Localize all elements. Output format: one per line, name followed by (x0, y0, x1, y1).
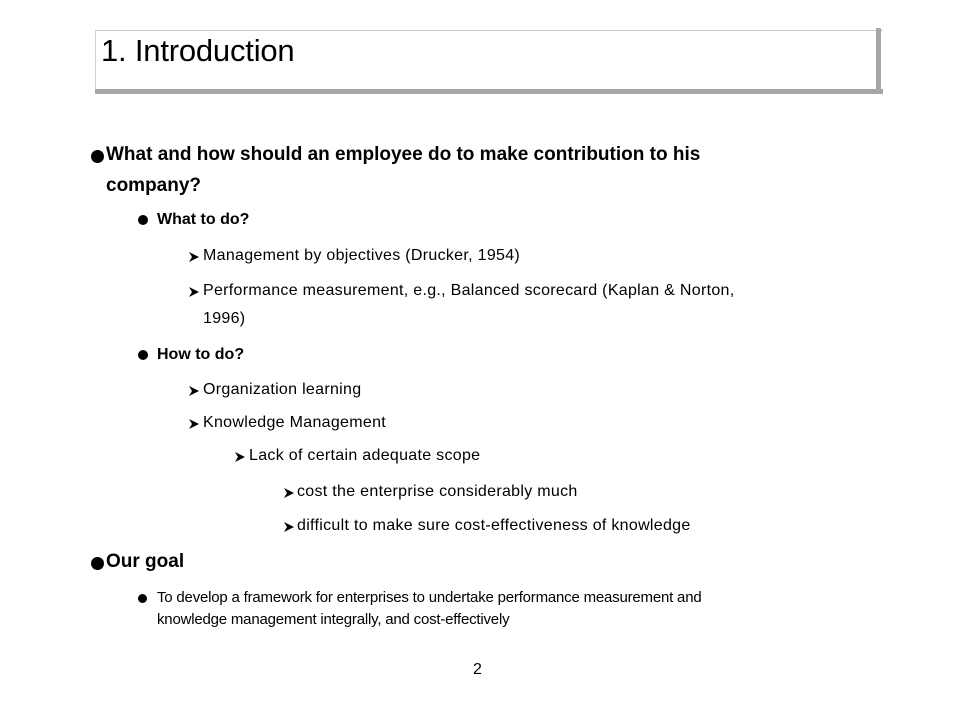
section2-heading: Our goal (106, 551, 185, 572)
page-number: 2 (473, 661, 482, 678)
how-to-do-label: How to do? (157, 346, 245, 363)
what-to-do-label: What to do? (157, 211, 250, 228)
title-border-right (876, 28, 881, 94)
title-border-left (95, 30, 96, 92)
goal-text-line1: To develop a framework for enterprises to undertake performance measurement and (157, 589, 702, 606)
list-item-continuation: 1996) (203, 310, 246, 327)
arrow-bullet-icon (188, 385, 200, 397)
section1-heading-line2: company? (106, 175, 202, 196)
bullet-dot-icon (91, 557, 104, 570)
title-border-bottom (95, 89, 883, 94)
arrow-bullet-icon (283, 487, 295, 499)
list-item: Knowledge Management (203, 414, 387, 431)
section1-heading-line1: What and how should an employee do to make contribution to his (106, 144, 701, 165)
slide-title: 1. Introduction (101, 33, 295, 68)
arrow-bullet-icon (188, 286, 200, 298)
title-frame (0, 0, 960, 110)
goal-text-line2: knowledge management integrally, and cost-effectively (157, 611, 510, 628)
title-border-top (95, 30, 883, 31)
arrow-bullet-icon (188, 251, 200, 263)
list-item: Management by objectives (Drucker, 1954) (203, 247, 521, 264)
arrow-bullet-icon (234, 451, 246, 463)
bullet-dot-icon (138, 350, 148, 360)
list-item: cost the enterprise considerably much (297, 483, 578, 500)
arrow-bullet-icon (283, 521, 295, 533)
list-item: Lack of certain adequate scope (249, 447, 481, 464)
bullet-dot-icon (138, 594, 147, 603)
arrow-bullet-icon (188, 418, 200, 430)
bullet-dot-icon (138, 215, 148, 225)
bullet-dot-icon (91, 150, 104, 163)
list-item: Organization learning (203, 381, 362, 398)
list-item: Performance measurement, e.g., Balanced scorecard (Kaplan & Norton, (203, 282, 735, 299)
list-item: difficult to make sure cost-effectiveness of knowledge (297, 517, 691, 534)
